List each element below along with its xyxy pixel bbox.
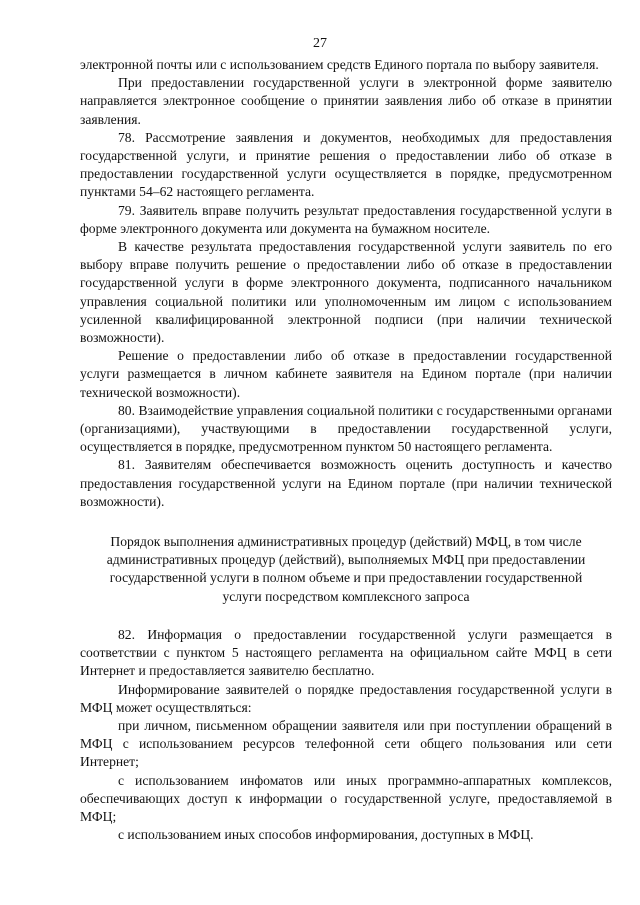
list-item-infomats: с использованием инфоматов или иных программно-аппаратных комплексов, обеспечивающих доступ к информации о государственной услуге, предоставляемой в МФЦ; xyxy=(80,772,612,824)
list-item-personal-request: при личном, письменном обращении заявителя или при поступлении обращений в МФЦ с использованием ресурсов телефонной сети общего пользования или сети Интернет; xyxy=(80,717,612,770)
paragraph-result-form: В качестве результата предоставления государственной услуги заявитель по его выбору вправе получить решение о предоставлении либо об отказе в предоставлении государственной услуги в форме электронного документа, подписанного начальником управления социальной политики или уполномоченным им лицом с использованием усиленной квалифицированной электронной подписи (при наличии технической возможности). xyxy=(80,239,612,346)
paragraph-informing-intro: Информирование заявителей о порядке предоставления государственной услуги в МФЦ может осуществляться: xyxy=(80,681,612,715)
paragraph-78: 78. Рассмотрение заявления и документов, необходимых для предоставления государственной услуги, и принятие решения о предоставлении либо об отказе в предоставлении государственной услуги осуществляется в порядке, предусмотренном пунктами 54–62 настоящего регламента. xyxy=(80,129,612,200)
page-number: 27 xyxy=(313,36,327,51)
paragraph-80: 80. Взаимодействие управления социальной политики с государственными органами (организациями), участвующими в предоставлении государственной услуги, осуществляется в порядке, предусмотренном пунктом 50 настоящего регламента. xyxy=(80,402,612,455)
paragraph-electronic-notice: При предоставлении государственной услуги в электронной форме заявителю направляется электронное сообщение о принятии заявления либо об отказе в принятии заявления. xyxy=(80,75,612,127)
paragraph-82: 82. Информация о предоставлении государственной услуги размещается в соответствии с пунктом 5 настоящего регламента на официальном сайте МФЦ в сети Интернет и предоставляется заявителю бесплатно. xyxy=(80,626,612,679)
list-item-other-methods: с использованием иных способов информирования, доступных в МФЦ. xyxy=(118,827,534,843)
paragraph-79: 79. Заявитель вправе получить результат предоставления государственной услуги в форме электронного документа или документа на бумажном носителе. xyxy=(80,202,612,236)
paragraph-continuation: электронной почты или с использованием средств Единого портала по выбору заявителя. xyxy=(80,57,599,72)
page-body xyxy=(80,56,612,844)
section-heading: Порядок выполнения административных процедур (действий) МФЦ, в том числе административных процедур (действий), выполняемых МФЦ при предоставлении государственной услуги в полном объеме и при предоставлении государственной услуги посредством комплексного запроса xyxy=(106,534,586,604)
paragraph-81: 81. Заявителям обеспечивается возможность оценить доступность и качество предоставления государственной услуги на Едином портале (при наличии технической возможности). xyxy=(80,457,612,509)
paragraph-decision-placement: Решение о предоставлении либо об отказе в предоставлении государственной услуги размещается в личном кабинете заявителя на Едином портале (при наличии технической возможности). xyxy=(80,348,612,400)
